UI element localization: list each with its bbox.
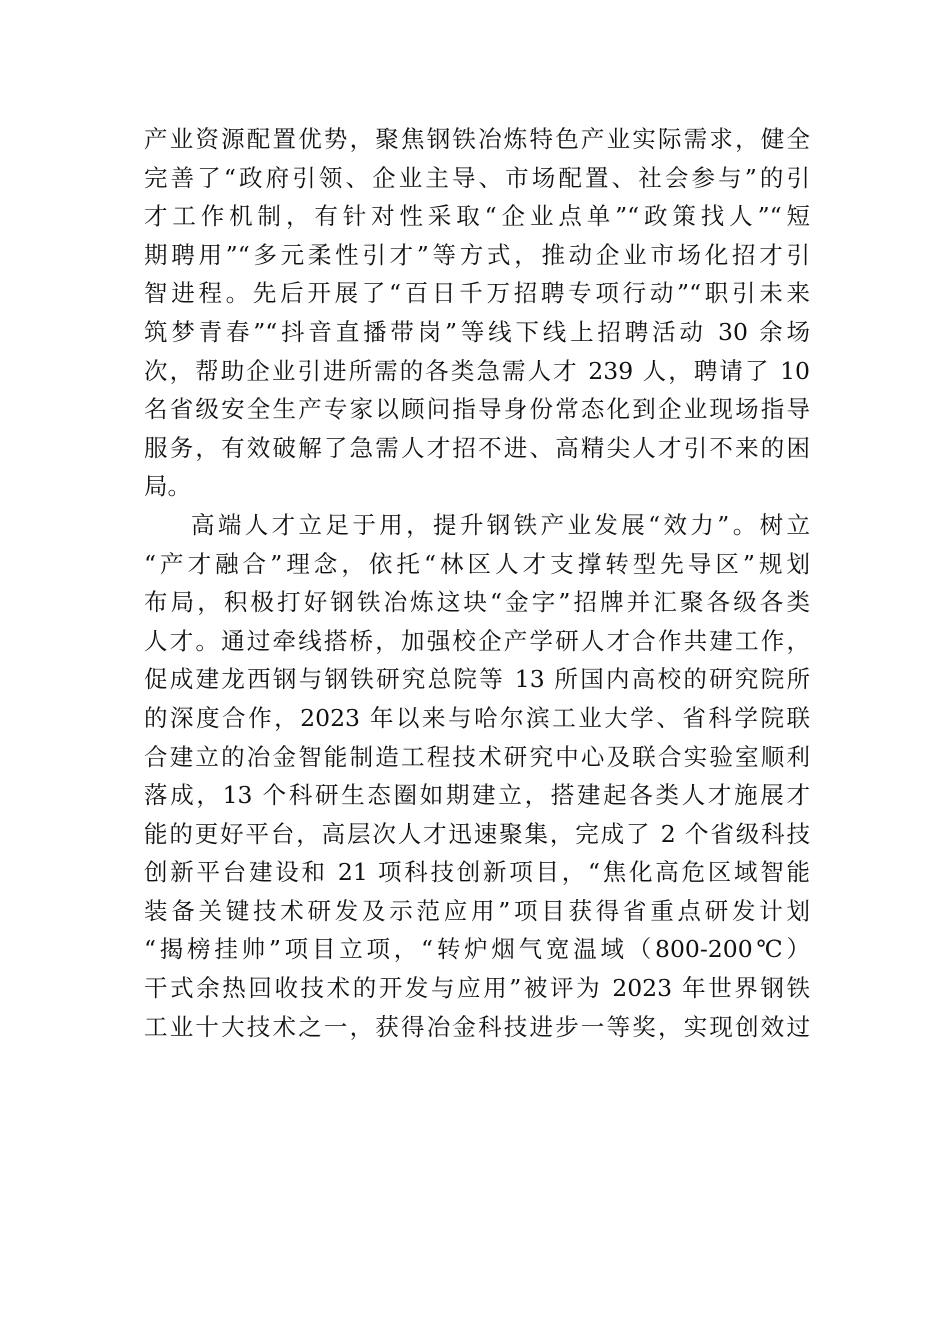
text-line: 装备关键技术研发及示范应用”项目获得省重点研发计划 [144, 896, 810, 925]
text-line: 次，帮助企业引进所需的各类急需人才 239 人，聘请了 10 [144, 356, 810, 385]
text-line: 服务，有效破解了急需人才招不进、高精尖人才引不来的困 [144, 433, 810, 462]
text-line: 高端人才立足于用，提升钢铁产业发展“效力”。树立 [191, 510, 810, 539]
text-line: 的深度合作，2023 年以来与哈尔滨工业大学、省科学院联 [144, 703, 810, 732]
text-line: 创新平台建设和 21 项科技创新项目，“焦化高危区域智能 [144, 858, 810, 887]
text-line: 完善了“政府引领、企业主导、市场配置、社会参与”的引 [144, 163, 810, 192]
document-body [144, 120, 810, 1046]
text-line: 能的更好平台，高层次人才迅速聚集，完成了 2 个省级科技 [144, 819, 810, 848]
text-line: 产业资源配置优势，聚焦钢铁冶炼特色产业实际需求，健全 [144, 125, 810, 153]
text-line: 人才。通过牵线搭桥，加强校企产学研人才合作共建工作， [144, 626, 810, 655]
text-line: 干式余热回收技术的开发与应用”被评为 2023 年世界钢铁 [144, 974, 810, 1003]
text-line: 促成建龙西钢与钢铁研究总院等 13 所国内高校的研究院所 [144, 665, 810, 694]
text-line: 工业十大技术之一，获得冶金科技进步一等奖，实现创效过 [144, 1012, 810, 1041]
text-line: “产才融合”理念，依托“林区人才支撑转型先导区”规划 [144, 549, 810, 578]
text-line: 合建立的冶金智能制造工程技术研究中心及联合实验室顺利 [144, 742, 810, 771]
text-line: 落成，13 个科研生态圈如期建立，搭建起各类人才施展才 [144, 781, 810, 810]
text-line: “揭榜挂帅”项目立项，“转炉烟气宽温域（800-200℃） [144, 935, 810, 964]
text-line: 智进程。先后开展了“百日千万招聘专项行动”“职引未来 [144, 279, 810, 308]
text-line: 布局，积极打好钢铁冶炼这块“金字”招牌并汇聚各级各类 [144, 588, 810, 617]
paragraph [144, 506, 810, 1046]
paragraph [144, 120, 810, 506]
text-line: 筑梦青春”“抖音直播带岗”等线下线上招聘活动 30 余场 [144, 317, 810, 346]
text-line: 名省级安全生产专家以顾问指导身份常态化到企业现场指导 [144, 395, 810, 424]
text-line: 期聘用”“多元柔性引才”等方式，推动企业市场化招才引 [144, 240, 810, 269]
text-line: 局。 [144, 472, 191, 501]
text-line: 才工作机制，有针对性采取“企业点单”“政策找人”“短 [144, 202, 810, 231]
